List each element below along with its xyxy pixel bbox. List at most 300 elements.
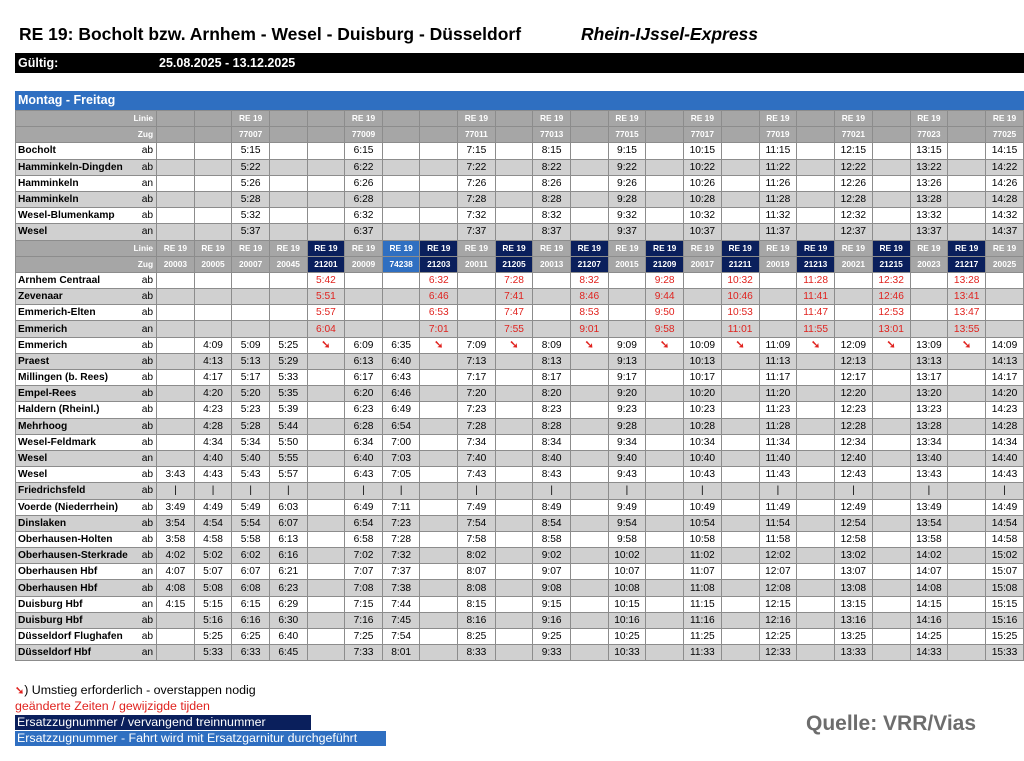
time-cell: 9:22 bbox=[608, 159, 646, 175]
time-cell bbox=[157, 645, 195, 661]
time-cell: 5:16 bbox=[194, 612, 232, 628]
time-cell: 4:15 bbox=[157, 596, 195, 612]
time-cell bbox=[646, 224, 684, 240]
time-cell bbox=[345, 321, 383, 337]
time-cell: 8:15 bbox=[458, 596, 496, 612]
header-cell-zug: 77015 bbox=[608, 127, 646, 143]
time-cell bbox=[646, 564, 684, 580]
time-cell: 7:09 bbox=[458, 337, 496, 353]
time-cell: 5:43 bbox=[232, 467, 270, 483]
time-cell: 5:34 bbox=[232, 434, 270, 450]
time-cell: 7:55 bbox=[495, 321, 533, 337]
station-name: Duisburg Hbf bbox=[16, 612, 137, 628]
time-cell: 5:32 bbox=[232, 208, 270, 224]
header-cell-zug: 20023 bbox=[910, 256, 948, 272]
time-cell: 6:07 bbox=[269, 515, 307, 531]
table-row bbox=[16, 531, 1024, 547]
time-cell: 12:49 bbox=[834, 499, 872, 515]
header-cell-zug bbox=[721, 127, 759, 143]
time-cell: 7:58 bbox=[458, 531, 496, 547]
time-cell: 13:13 bbox=[910, 353, 948, 369]
header-cell-zug bbox=[495, 127, 533, 143]
time-cell bbox=[721, 564, 759, 580]
time-cell: 9:58 bbox=[608, 531, 646, 547]
time-cell bbox=[307, 483, 345, 499]
station-name: Duisburg Hbf bbox=[16, 596, 137, 612]
arrival-departure-flag: ab bbox=[137, 208, 157, 224]
time-cell: 9:28 bbox=[608, 191, 646, 207]
time-cell bbox=[797, 499, 835, 515]
time-cell: 8:25 bbox=[458, 629, 496, 645]
time-cell: 12:28 bbox=[834, 418, 872, 434]
time-cell: 14:33 bbox=[910, 645, 948, 661]
time-cell: 6:40 bbox=[382, 353, 420, 369]
time-cell bbox=[910, 321, 948, 337]
time-cell: 6:46 bbox=[382, 386, 420, 402]
time-cell: 13:26 bbox=[910, 175, 948, 191]
time-cell: 5:57 bbox=[307, 305, 345, 321]
time-cell: 11:15 bbox=[759, 143, 797, 159]
time-cell bbox=[495, 353, 533, 369]
time-cell: 8:49 bbox=[533, 499, 571, 515]
time-cell: 7:23 bbox=[382, 515, 420, 531]
arrival-departure-flag: ab bbox=[137, 370, 157, 386]
time-cell bbox=[157, 272, 195, 288]
time-cell: 8:17 bbox=[533, 370, 571, 386]
time-cell bbox=[646, 596, 684, 612]
table-row bbox=[16, 515, 1024, 531]
header-label-linie: Linie bbox=[16, 111, 157, 127]
table-row bbox=[16, 580, 1024, 596]
time-cell: 7:26 bbox=[458, 175, 496, 191]
time-cell bbox=[721, 370, 759, 386]
time-cell: 9:15 bbox=[608, 143, 646, 159]
time-cell: 13:28 bbox=[910, 418, 948, 434]
time-cell: 8:23 bbox=[533, 402, 571, 418]
time-cell bbox=[683, 321, 721, 337]
time-cell: 7:08 bbox=[345, 580, 383, 596]
arrival-departure-flag: ab bbox=[137, 402, 157, 418]
time-cell: 11:41 bbox=[797, 289, 835, 305]
time-cell: 13:58 bbox=[910, 531, 948, 547]
station-name: Hamminkeln-Dingden bbox=[16, 159, 137, 175]
time-cell: 7:47 bbox=[495, 305, 533, 321]
time-cell bbox=[420, 548, 458, 564]
time-cell bbox=[872, 515, 910, 531]
time-cell bbox=[458, 321, 496, 337]
validity-range: 25.08.2025 - 13.12.2025 bbox=[159, 56, 296, 70]
header-cell-zug: 21207 bbox=[570, 256, 608, 272]
time-cell: 12:32 bbox=[872, 272, 910, 288]
time-cell bbox=[834, 305, 872, 321]
time-cell: 5:39 bbox=[269, 402, 307, 418]
header-cell-zug bbox=[307, 127, 345, 143]
time-cell bbox=[194, 159, 232, 175]
time-cell bbox=[157, 143, 195, 159]
time-cell: 11:13 bbox=[759, 353, 797, 369]
pass-through-mark: | bbox=[759, 483, 797, 499]
timetable bbox=[15, 110, 1024, 661]
time-cell bbox=[570, 143, 608, 159]
time-cell bbox=[646, 159, 684, 175]
time-cell bbox=[646, 370, 684, 386]
time-cell: 11:28 bbox=[759, 191, 797, 207]
time-cell: 9:28 bbox=[646, 272, 684, 288]
time-cell: 10:46 bbox=[721, 289, 759, 305]
time-cell bbox=[194, 305, 232, 321]
time-cell bbox=[420, 467, 458, 483]
time-cell bbox=[307, 191, 345, 207]
time-cell: 15:33 bbox=[986, 645, 1024, 661]
time-cell bbox=[157, 321, 195, 337]
time-cell bbox=[608, 321, 646, 337]
time-cell bbox=[570, 515, 608, 531]
time-cell: 5:25 bbox=[269, 337, 307, 353]
time-cell bbox=[721, 596, 759, 612]
time-cell bbox=[646, 191, 684, 207]
time-cell: 12:17 bbox=[834, 370, 872, 386]
time-cell: 6:30 bbox=[269, 612, 307, 628]
time-cell bbox=[721, 418, 759, 434]
time-cell bbox=[948, 612, 986, 628]
time-cell bbox=[570, 224, 608, 240]
time-cell: 11:34 bbox=[759, 434, 797, 450]
table-row bbox=[16, 483, 1024, 499]
time-cell: 15:16 bbox=[986, 612, 1024, 628]
time-cell bbox=[420, 224, 458, 240]
time-cell: 7:01 bbox=[420, 321, 458, 337]
arrival-departure-flag: ab bbox=[137, 289, 157, 305]
time-cell: 5:44 bbox=[269, 418, 307, 434]
time-cell bbox=[646, 531, 684, 547]
time-cell: 3:58 bbox=[157, 531, 195, 547]
time-cell: 13:41 bbox=[948, 289, 986, 305]
header-cell-linie bbox=[721, 111, 759, 127]
time-cell: 6:22 bbox=[345, 159, 383, 175]
time-cell: 5:22 bbox=[232, 159, 270, 175]
station-name: Bocholt bbox=[16, 143, 137, 159]
station-name: Empel-Rees bbox=[16, 386, 137, 402]
time-cell: 9:34 bbox=[608, 434, 646, 450]
arrival-departure-flag: ab bbox=[137, 143, 157, 159]
time-cell bbox=[834, 289, 872, 305]
time-cell bbox=[420, 208, 458, 224]
time-cell bbox=[797, 370, 835, 386]
header-cell-zug: 77023 bbox=[910, 127, 948, 143]
time-cell bbox=[948, 337, 986, 353]
time-cell: 5:50 bbox=[269, 434, 307, 450]
table-row bbox=[16, 191, 1024, 207]
time-cell: 5:28 bbox=[232, 191, 270, 207]
station-name: Friedrichsfeld bbox=[16, 483, 137, 499]
time-cell bbox=[495, 337, 533, 353]
header-cell-zug: 21209 bbox=[646, 256, 684, 272]
time-cell: 7:28 bbox=[382, 531, 420, 547]
header-cell-linie: RE 19 bbox=[458, 111, 496, 127]
time-cell: 11:26 bbox=[759, 175, 797, 191]
time-cell bbox=[721, 353, 759, 369]
time-cell: 9:50 bbox=[646, 305, 684, 321]
time-cell: 8:37 bbox=[533, 224, 571, 240]
pass-through-mark: | bbox=[834, 483, 872, 499]
time-cell: 7:41 bbox=[495, 289, 533, 305]
time-cell: 6:33 bbox=[232, 645, 270, 661]
time-cell: 4:07 bbox=[157, 564, 195, 580]
time-cell: 5:42 bbox=[307, 272, 345, 288]
time-cell bbox=[420, 531, 458, 547]
time-cell bbox=[759, 305, 797, 321]
header-cell-zug bbox=[382, 127, 420, 143]
time-cell bbox=[570, 645, 608, 661]
time-cell bbox=[495, 467, 533, 483]
day-type-bar bbox=[15, 91, 1024, 110]
time-cell: 10:07 bbox=[608, 564, 646, 580]
time-cell bbox=[872, 208, 910, 224]
time-cell: 7:32 bbox=[382, 548, 420, 564]
time-cell: 5:54 bbox=[232, 515, 270, 531]
time-cell: 5:08 bbox=[194, 580, 232, 596]
time-cell bbox=[382, 208, 420, 224]
header-label-zug: Zug bbox=[16, 127, 157, 143]
time-cell: 12:08 bbox=[759, 580, 797, 596]
arrival-departure-flag: ab bbox=[137, 499, 157, 515]
time-cell bbox=[307, 612, 345, 628]
time-cell bbox=[307, 515, 345, 531]
time-cell: 13:33 bbox=[834, 645, 872, 661]
page-title: RE 19: Bocholt bzw. Arnhem - Wesel - Duisburg - Düsseldorf bbox=[19, 24, 522, 44]
table-row bbox=[16, 450, 1024, 466]
time-cell: 8:15 bbox=[533, 143, 571, 159]
time-cell bbox=[872, 548, 910, 564]
time-cell: 10:40 bbox=[683, 450, 721, 466]
time-cell bbox=[495, 450, 533, 466]
time-cell: 5:28 bbox=[232, 418, 270, 434]
time-cell: 10:34 bbox=[683, 434, 721, 450]
time-cell: 6:08 bbox=[232, 580, 270, 596]
header-cell-zug: 21217 bbox=[948, 256, 986, 272]
time-cell bbox=[872, 159, 910, 175]
time-cell bbox=[872, 467, 910, 483]
time-cell bbox=[345, 289, 383, 305]
time-cell: 7:15 bbox=[458, 143, 496, 159]
time-cell: 8:28 bbox=[533, 418, 571, 434]
time-cell: 11:43 bbox=[759, 467, 797, 483]
time-cell bbox=[194, 208, 232, 224]
time-cell bbox=[948, 175, 986, 191]
station-name: Emmerich bbox=[16, 321, 137, 337]
time-cell: 11:32 bbox=[759, 208, 797, 224]
time-cell bbox=[495, 370, 533, 386]
table-row bbox=[16, 159, 1024, 175]
time-cell bbox=[194, 224, 232, 240]
pass-through-mark: | bbox=[458, 483, 496, 499]
time-cell: 6:40 bbox=[269, 629, 307, 645]
time-cell: 5:07 bbox=[194, 564, 232, 580]
header-row-linie bbox=[16, 240, 1024, 256]
pass-through-mark: | bbox=[608, 483, 646, 499]
time-cell bbox=[683, 305, 721, 321]
time-cell bbox=[721, 159, 759, 175]
time-cell: 5:17 bbox=[232, 370, 270, 386]
time-cell: 10:25 bbox=[608, 629, 646, 645]
header-cell-linie bbox=[269, 111, 307, 127]
time-cell: 10:54 bbox=[683, 515, 721, 531]
time-cell: 6:23 bbox=[345, 402, 383, 418]
time-cell bbox=[157, 629, 195, 645]
time-cell: 8:40 bbox=[533, 450, 571, 466]
time-cell: 10:43 bbox=[683, 467, 721, 483]
time-cell: 13:01 bbox=[872, 321, 910, 337]
time-cell bbox=[495, 402, 533, 418]
validity-bar bbox=[15, 53, 1024, 73]
time-cell: 7:03 bbox=[382, 450, 420, 466]
header-row-zug bbox=[16, 256, 1024, 272]
time-cell: 12:54 bbox=[834, 515, 872, 531]
header-cell-linie: RE 19 bbox=[683, 240, 721, 256]
time-cell bbox=[948, 143, 986, 159]
time-cell bbox=[232, 272, 270, 288]
time-cell: 4:20 bbox=[194, 386, 232, 402]
time-cell: 6:40 bbox=[345, 450, 383, 466]
time-cell: 10:49 bbox=[683, 499, 721, 515]
time-cell: 8:32 bbox=[570, 272, 608, 288]
time-cell bbox=[194, 191, 232, 207]
time-cell bbox=[759, 289, 797, 305]
time-cell: 10:15 bbox=[608, 596, 646, 612]
time-cell bbox=[157, 612, 195, 628]
time-cell bbox=[570, 418, 608, 434]
time-cell bbox=[948, 564, 986, 580]
time-cell: 5:15 bbox=[232, 143, 270, 159]
transfer-arrow-icon: ➘ bbox=[509, 338, 519, 351]
table-row bbox=[16, 143, 1024, 159]
time-cell: 14:54 bbox=[986, 515, 1024, 531]
time-cell: 8:22 bbox=[533, 159, 571, 175]
time-cell: 7:32 bbox=[458, 208, 496, 224]
time-cell bbox=[269, 289, 307, 305]
time-cell bbox=[420, 159, 458, 175]
time-cell: 6:17 bbox=[345, 370, 383, 386]
header-label-zug: Zug bbox=[16, 256, 157, 272]
time-cell bbox=[721, 515, 759, 531]
time-cell: 3:54 bbox=[157, 515, 195, 531]
time-cell: 12:32 bbox=[834, 208, 872, 224]
time-cell: 11:22 bbox=[759, 159, 797, 175]
time-cell: 7:28 bbox=[458, 418, 496, 434]
arrival-departure-flag: ab bbox=[137, 353, 157, 369]
time-cell: 4:08 bbox=[157, 580, 195, 596]
time-cell bbox=[646, 548, 684, 564]
time-cell bbox=[646, 402, 684, 418]
arrival-departure-flag: ab bbox=[137, 515, 157, 531]
time-cell: 11:49 bbox=[759, 499, 797, 515]
time-cell bbox=[382, 305, 420, 321]
header-cell-zug: 21215 bbox=[872, 256, 910, 272]
time-cell bbox=[834, 272, 872, 288]
time-cell: 12:23 bbox=[834, 402, 872, 418]
time-cell: 5:49 bbox=[232, 499, 270, 515]
header-cell-linie: RE 19 bbox=[646, 240, 684, 256]
time-cell: 13:15 bbox=[910, 143, 948, 159]
station-name: Oberhausen-Holten bbox=[16, 531, 137, 547]
time-cell bbox=[420, 629, 458, 645]
time-cell bbox=[307, 434, 345, 450]
time-cell bbox=[646, 353, 684, 369]
time-cell bbox=[495, 208, 533, 224]
header-cell-linie: RE 19 bbox=[986, 240, 1024, 256]
time-cell: 8:16 bbox=[458, 612, 496, 628]
time-cell bbox=[420, 450, 458, 466]
time-cell: 9:26 bbox=[608, 175, 646, 191]
time-cell bbox=[495, 191, 533, 207]
time-cell: 10:23 bbox=[683, 402, 721, 418]
time-cell: 11:16 bbox=[683, 612, 721, 628]
time-cell: 4:43 bbox=[194, 467, 232, 483]
header-cell-linie: RE 19 bbox=[683, 111, 721, 127]
transfer-arrow-icon: ➘ bbox=[962, 338, 972, 351]
time-cell: 12:15 bbox=[834, 143, 872, 159]
time-cell bbox=[570, 370, 608, 386]
time-cell bbox=[797, 434, 835, 450]
time-cell bbox=[382, 289, 420, 305]
header-cell-linie: RE 19 bbox=[533, 111, 571, 127]
time-cell: 13:17 bbox=[910, 370, 948, 386]
time-cell: 6:23 bbox=[269, 580, 307, 596]
time-cell bbox=[570, 450, 608, 466]
header-cell-zug: 21211 bbox=[721, 256, 759, 272]
time-cell bbox=[797, 531, 835, 547]
time-cell bbox=[495, 580, 533, 596]
header-cell-linie: RE 19 bbox=[157, 240, 195, 256]
time-cell bbox=[721, 450, 759, 466]
time-cell: 7:05 bbox=[382, 467, 420, 483]
time-cell bbox=[345, 305, 383, 321]
time-cell bbox=[570, 402, 608, 418]
time-cell bbox=[797, 418, 835, 434]
time-cell bbox=[194, 143, 232, 159]
time-cell bbox=[570, 386, 608, 402]
time-cell: 10:37 bbox=[683, 224, 721, 240]
time-cell bbox=[721, 548, 759, 564]
header-cell-zug bbox=[269, 127, 307, 143]
time-cell bbox=[458, 272, 496, 288]
time-cell bbox=[495, 645, 533, 661]
time-cell bbox=[872, 483, 910, 499]
time-cell bbox=[797, 191, 835, 207]
arrival-departure-flag: an bbox=[137, 564, 157, 580]
time-cell bbox=[948, 159, 986, 175]
time-cell: 9:23 bbox=[608, 402, 646, 418]
header-cell-zug: 20017 bbox=[683, 256, 721, 272]
time-cell: 4:40 bbox=[194, 450, 232, 466]
header-cell-linie: RE 19 bbox=[834, 240, 872, 256]
time-cell bbox=[269, 272, 307, 288]
time-cell bbox=[157, 289, 195, 305]
time-cell bbox=[872, 402, 910, 418]
time-cell: 6:54 bbox=[382, 418, 420, 434]
time-cell bbox=[948, 629, 986, 645]
time-cell bbox=[420, 402, 458, 418]
time-cell: 13:54 bbox=[910, 515, 948, 531]
arrival-departure-flag: ab bbox=[137, 629, 157, 645]
time-cell: 11:07 bbox=[683, 564, 721, 580]
time-cell bbox=[495, 499, 533, 515]
time-cell: 5:33 bbox=[269, 370, 307, 386]
time-cell bbox=[872, 175, 910, 191]
time-cell bbox=[232, 289, 270, 305]
time-cell bbox=[194, 321, 232, 337]
time-cell: 12:13 bbox=[834, 353, 872, 369]
